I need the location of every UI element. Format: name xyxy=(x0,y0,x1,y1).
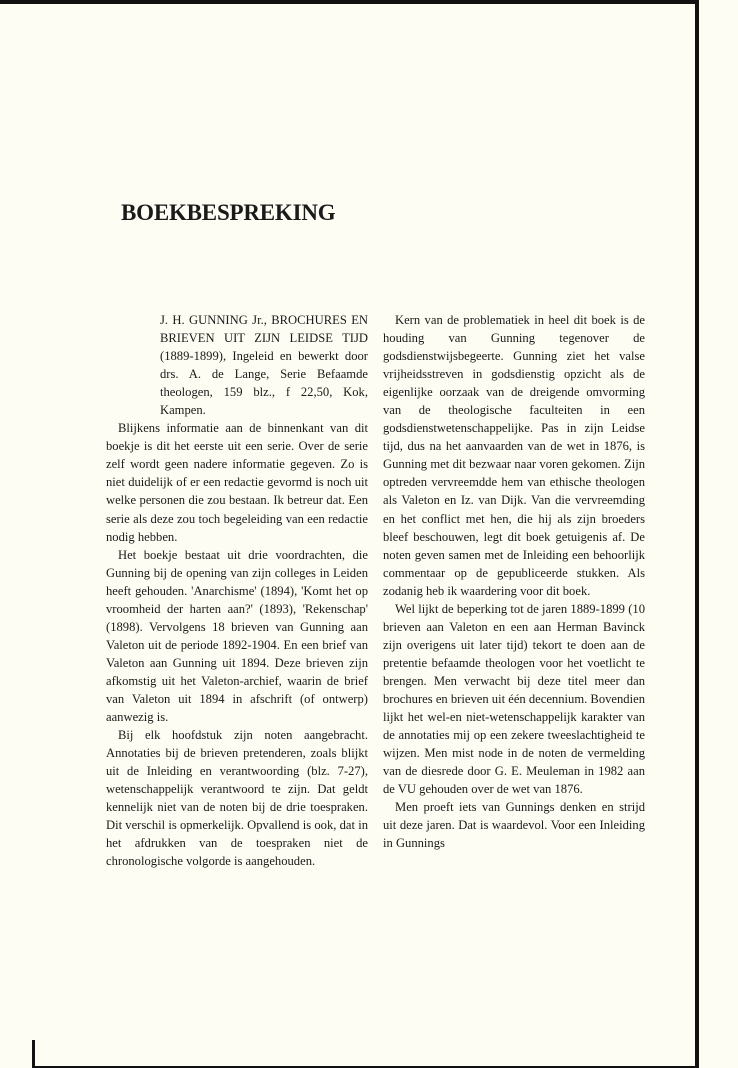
left-paragraph-2: Het boekje bestaat uit drie voordrachten, die Gunning bij de opening van zijn colleges in Leiden heeft gehouden. 'Anarchisme' (1894), 'Komt het op vroomheid der harten aan?' (1893), 'Rekenschap' (1898). Vervolgens 18 brieven van Gunning aan Valeton uit de periode 1892-1904. En een brief van Valeton aan Gunning uit 1894. Deze brieven zijn afkomstig uit het Valeton-archief, waarin de brief van Valeton uit 1894 in afschrift (of ontwerp) aanwezig is. xyxy=(106,547,368,725)
page-border-top xyxy=(0,0,699,4)
right-paragraph-2: Wel lijkt de beperking tot de jaren 1889-1899 (10 brieven aan Valeton en een aan Herman Bavinck zijn overigens uit later tijd) tekort te doen aan de pretentie befaamde theologen voor het voetlicht te brengen. Men verwacht bij deze titel meer dan brochures en brieven uit één decennium. Bovendien lijkt het wel-en niet-wetenschappelijk karakter van de annotaties mij op een zekere tweeslachtigheid te wijzen. Men mist node in de noten de vermelding van de diesrede door G. E. Meuleman in 1982 aan de VU gehouden over de wet van 1876. xyxy=(383,601,645,797)
right-column xyxy=(383,311,645,852)
right-paragraph-3: Men proeft iets van Gunnings denken en strijd uit deze jaren. Dat is waardevol. Voor een Inleiding in Gunnings xyxy=(383,800,645,851)
page-border-right xyxy=(695,0,699,1068)
right-paragraph-1: Kern van de problematiek in heel dit boek is de houding van Gunning tegenover de godsdienstwijsbegeerte. Gunning ziet het valse vrijheidsstreven in godsdienstig opzicht als de eigenlijke oorzaak van de dreigende omvorming van de theologische faculteiten in een godsdienstwetenschappelijke. Pas in zijn Leidse tijd, dus na het aanvaarden van de wet in 1876, is Gunning met dit bezwaar naar voren gekomen. Zijn optreden vervreemdde hem van ethische theologen als Valeton en Iz. van Dijk. Van die vervreemding en het conflict met hen, die hij als zijn broeders bleef beschouwen, legt dit boek getuigenis af. De noten geven samen met de Inleiding een behoorlijk commentaar op de gepubliceerde stukken. Als zodanig heb ik waardering voor dit boek. xyxy=(383,313,645,598)
left-paragraph-1: Blijkens informatie aan de binnenkant van dit boekje is dit het eerste uit een serie. Over de serie zelf wordt geen nadere informatie gegeven. Zo is niet duidelijk of er een redactie gevormd is noch uit welke personen die zou bestaan. Ik betreur dat. Een serie als deze zou toch begeleiding van een redactie nodig hebben. xyxy=(106,421,368,544)
book-citation: J. H. GUNNING Jr., BROCHURES EN BRIEVEN UIT ZIJN LEIDSE TIJD (1889-1899), Ingeleid en bewerkt door drs. A. de Lange, Serie Befaamde theologen, 159 blz., f 22,50, Kok, Kampen. xyxy=(160,313,368,418)
left-paragraph-3: Bij elk hoofdstuk zijn noten aangebracht. Annotaties bij de brieven pretenderen, zoals blijkt uit de Inleiding en verantwoording (blz. 7-27), wetenschappelijk verantwoord te zijn. Dat geldt kennelijk niet van de noten bij de drie toespraken. Dit verschil is opmerkelijk. Opvallend is ook, dat in het afdrukken van de toespraken niet de chronologische volgorde is aangehouden. xyxy=(106,728,368,869)
left-column xyxy=(106,311,368,870)
page-border-left xyxy=(32,1040,35,1068)
section-heading: BOEKBESPREKING xyxy=(121,200,336,225)
